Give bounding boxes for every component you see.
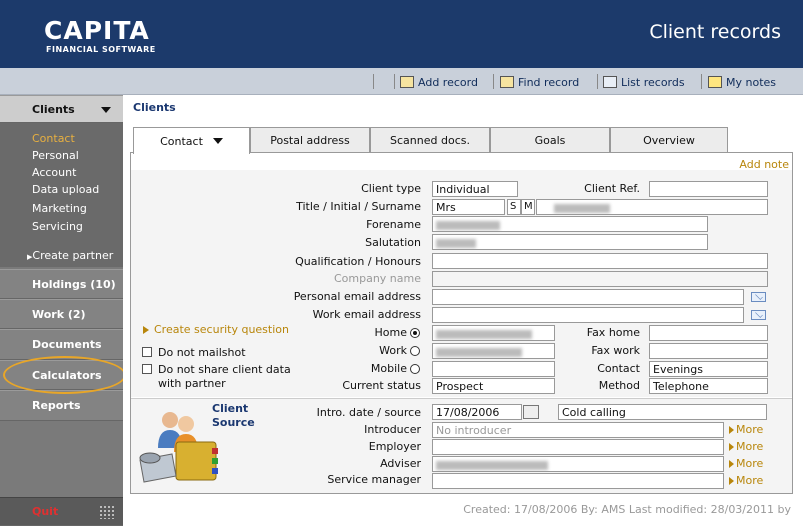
no-share-data-label: Do not share client data	[158, 363, 291, 376]
forename-label: Forename	[366, 218, 421, 231]
toolbar-separator	[373, 74, 374, 89]
current-status-select[interactable]: Prospect	[432, 378, 555, 394]
sidebar-subitem-account[interactable]: Account	[32, 166, 77, 179]
personal-email-input[interactable]	[432, 289, 744, 305]
qualification-input[interactable]	[432, 253, 768, 269]
client-source-title: Client Source	[212, 402, 255, 429]
work-phone-label: Work	[379, 344, 420, 357]
tab-scanned-docs[interactable]: Scanned docs.	[370, 127, 490, 152]
current-status-label: Current status	[342, 379, 421, 392]
notes-icon	[708, 76, 722, 88]
triangle-right-icon: ▶	[27, 253, 33, 261]
client-type-label: Client type	[361, 182, 421, 195]
mobile-phone-input[interactable]	[432, 361, 555, 377]
sidebar-subitem-servicing[interactable]: Servicing	[32, 220, 83, 233]
grid-icon	[99, 505, 115, 519]
add-record-button[interactable]: Add record	[400, 75, 478, 89]
service-manager-label: Service manager	[327, 473, 421, 486]
work-email-label: Work email address	[312, 308, 421, 321]
sidebar-item-clients[interactable]: Clients	[0, 95, 123, 123]
list-records-icon	[603, 76, 617, 88]
find-record-icon	[500, 76, 514, 88]
toolbar-separator	[394, 74, 395, 89]
home-phone-input[interactable]	[432, 325, 555, 341]
salutation-label: Salutation	[365, 236, 421, 249]
adviser-label: Adviser	[380, 457, 421, 470]
employer-input[interactable]	[432, 439, 724, 455]
tab-postal-address[interactable]: Postal address	[250, 127, 370, 152]
sidebar-item-reports[interactable]: Reports	[0, 390, 123, 421]
tab-overview[interactable]: Overview	[610, 127, 728, 152]
sidebar-item-calculators[interactable]: Calculators	[0, 360, 123, 390]
contact-method-label: Method	[598, 379, 640, 392]
client-type-select[interactable]: Individual	[432, 181, 518, 197]
quit-button[interactable]: Quit	[0, 497, 123, 526]
forename-input[interactable]	[432, 216, 708, 232]
contact-time-select[interactable]: Evenings	[649, 361, 768, 377]
email-icon[interactable]	[751, 292, 766, 302]
work-email-input[interactable]	[432, 307, 744, 323]
sidebar-item-holdings[interactable]: Holdings (10)	[0, 269, 123, 299]
triangle-right-icon	[143, 326, 149, 334]
triangle-right-icon	[729, 443, 734, 451]
work-phone-input[interactable]	[432, 343, 555, 359]
list-records-button[interactable]: List records	[603, 75, 685, 89]
fax-work-label: Fax work	[591, 344, 640, 357]
employer-more-link[interactable]: More	[729, 440, 763, 453]
toolbar-separator	[597, 74, 598, 89]
fax-work-input[interactable]	[649, 343, 768, 359]
employer-label: Employer	[368, 440, 421, 453]
introducer-more-link[interactable]: More	[729, 423, 763, 436]
work-phone-radio[interactable]	[410, 346, 420, 356]
mobile-phone-label: Mobile	[371, 362, 420, 375]
record-audit-info: Created: 17/08/2006 By: AMS Last modified: 28/03/2011 by	[463, 503, 791, 516]
toolbar-separator	[493, 74, 494, 89]
sidebar	[0, 95, 123, 526]
fax-home-label: Fax home	[586, 326, 640, 339]
tab-bar	[133, 127, 793, 152]
tab-contact[interactable]: Contact	[133, 127, 250, 154]
contact-method-select[interactable]: Telephone	[649, 378, 768, 394]
sidebar-subitem-data-upload[interactable]: Data upload	[32, 183, 100, 196]
triangle-right-icon	[729, 426, 734, 434]
highlight-ellipse	[3, 356, 126, 394]
personal-email-label: Personal email address	[293, 290, 421, 303]
chevron-down-icon	[101, 107, 111, 113]
initial-m-input[interactable]: M	[521, 199, 535, 215]
capita-logo-subtitle: FINANCIAL SOFTWARE	[46, 45, 156, 54]
calendar-icon[interactable]	[523, 405, 539, 419]
contact-time-label: Contact	[597, 362, 640, 375]
company-name-input	[432, 271, 768, 287]
intro-source-select[interactable]: Cold calling	[558, 404, 767, 420]
client-ref-input[interactable]	[649, 181, 768, 197]
adviser-input[interactable]	[432, 456, 724, 472]
client-ref-label: Client Ref.	[584, 182, 640, 195]
no-mailshot-checkbox[interactable]	[142, 347, 152, 357]
fax-home-input[interactable]	[649, 325, 768, 341]
surname-input[interactable]	[536, 199, 768, 215]
title-initial-surname-label: Title / Initial / Surname	[296, 200, 421, 213]
no-mailshot-label: Do not mailshot	[158, 346, 246, 359]
people-phone-book-icon	[136, 406, 226, 486]
service-manager-more-link[interactable]: More	[729, 474, 763, 487]
add-record-icon	[400, 76, 414, 88]
company-name-label: Company name	[333, 272, 421, 285]
intro-date-input[interactable]: 17/08/2006	[432, 404, 522, 420]
email-icon[interactable]	[751, 310, 766, 320]
sidebar-create-partner[interactable]: ▶Create partner	[27, 249, 114, 262]
breadcrumb: Clients	[133, 101, 176, 114]
mobile-phone-radio[interactable]	[410, 364, 420, 374]
introducer-input[interactable]: No introducer	[432, 422, 724, 438]
adviser-more-link[interactable]: More	[729, 457, 763, 470]
add-note-link[interactable]: Add note	[739, 158, 789, 171]
sidebar-subitem-contact[interactable]: Contact	[32, 132, 75, 145]
intro-date-source-label: Intro. date / source	[316, 406, 421, 419]
find-record-button[interactable]: Find record	[500, 75, 579, 89]
toolbar-separator	[701, 74, 702, 89]
my-notes-button[interactable]: My notes	[708, 75, 776, 89]
sidebar-item-documents[interactable]: Documents	[0, 329, 123, 360]
tab-goals[interactable]: Goals	[490, 127, 610, 152]
no-share-data-checkbox[interactable]	[142, 364, 152, 374]
sidebar-subitem-marketing[interactable]: Marketing	[32, 202, 87, 215]
salutation-input[interactable]	[432, 234, 708, 250]
page-title: Client records	[649, 21, 781, 43]
service-manager-input[interactable]	[432, 473, 724, 489]
triangle-right-icon	[729, 460, 734, 468]
qualification-label: Qualification / Honours	[295, 255, 421, 268]
initial-s-input[interactable]: S	[507, 199, 521, 215]
no-share-data-label-2: with partner	[158, 377, 226, 390]
sidebar-item-work[interactable]: Work (2)	[0, 299, 123, 329]
triangle-right-icon	[729, 477, 734, 485]
sidebar-subitem-personal[interactable]: Personal	[32, 149, 79, 162]
home-phone-label: Home	[375, 326, 420, 339]
introducer-label: Introducer	[364, 423, 421, 436]
capita-logo: CAPITA	[44, 16, 150, 45]
toolbar	[0, 68, 803, 95]
home-phone-radio[interactable]	[410, 328, 420, 338]
create-security-question-link[interactable]: Create security question	[143, 323, 289, 336]
chevron-down-icon	[213, 138, 223, 144]
title-select[interactable]: Mrs	[432, 199, 505, 215]
